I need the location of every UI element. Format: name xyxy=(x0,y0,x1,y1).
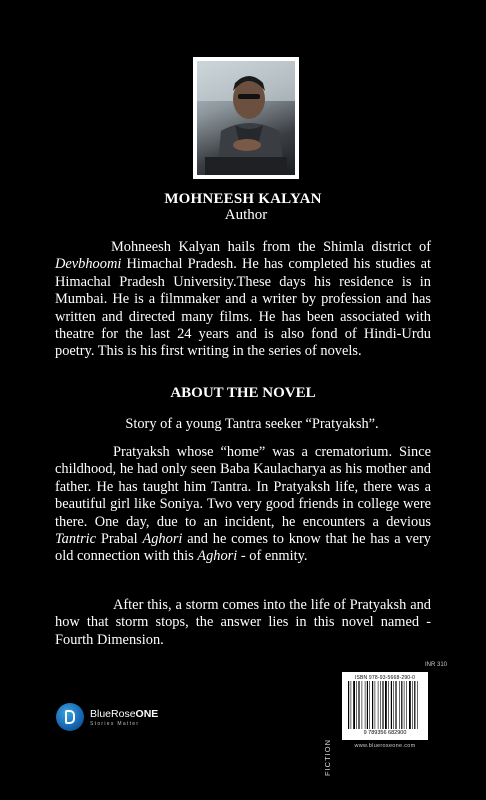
p1-text-a: Pratyaksh whose “home” was a crematorium. Since childhood, he had only seen Baba Kaulacharya as his mother and father. He has taught him Tantra. In Pratyaksh life, there was a beautiful girl like Soniya. Two very good friends in college were there. One day, due to an incident, he encounters a devious xyxy=(55,444,431,530)
bluerose-logo-icon xyxy=(56,703,84,731)
barcode-bar xyxy=(378,681,379,729)
barcode-bar xyxy=(412,681,413,729)
barcode-bar xyxy=(404,681,405,729)
publisher-name-part1: BlueRose xyxy=(90,708,136,720)
publisher-logo xyxy=(56,703,196,737)
barcode-bar xyxy=(367,681,368,729)
bio-text-1: Mohneesh Kalyan hails from the Shimla district of xyxy=(111,239,431,255)
barcode-bar xyxy=(369,681,370,729)
barcode-bar xyxy=(380,681,381,729)
barcode-bar xyxy=(414,681,415,729)
barcode-bar xyxy=(409,681,411,729)
barcode-digits: 9 789356 682900 xyxy=(363,730,407,736)
barcode-bar xyxy=(401,681,402,729)
barcode-bar xyxy=(395,681,396,729)
barcode-bar xyxy=(358,681,359,729)
p1-text-c: and he comes to know that he has a very old connection with this xyxy=(55,531,432,565)
author-photo-illustration xyxy=(197,61,295,175)
barcode-bar xyxy=(391,681,392,729)
p1-tantric: Tantric xyxy=(55,531,97,548)
author-name: MOHNEESH KALYAN xyxy=(164,191,322,207)
barcode-bar xyxy=(353,681,355,729)
barcode-bar xyxy=(399,681,400,729)
barcode-bar xyxy=(388,681,389,729)
barcode-bar xyxy=(351,681,352,729)
barcode-bar xyxy=(417,681,418,729)
genre-label: FICTION xyxy=(323,739,332,776)
barcode-bar xyxy=(356,681,357,729)
barcode-bar xyxy=(406,681,407,729)
barcode-bar xyxy=(372,681,373,729)
publisher-name xyxy=(90,708,158,720)
author-bio xyxy=(55,239,431,361)
p1-text-d: - of enmity. xyxy=(237,548,308,565)
barcode-bar xyxy=(393,681,394,729)
section-title: ABOUT THE NOVEL xyxy=(170,385,316,401)
logo-letter-b xyxy=(65,710,75,724)
bio-place: Devbhoomi xyxy=(55,256,122,273)
isbn-text: ISBN 978-93-5668-290-0 xyxy=(354,675,416,681)
p1-aghori-2: Aghori xyxy=(197,548,238,565)
barcode-bar xyxy=(365,681,366,729)
p2-text: After this, a storm comes into the life of Pratyaksh and how that storm stops, the answer lies in this novel named - Fourth Dimension. xyxy=(55,597,431,648)
publisher-tagline: Stories Matter xyxy=(90,721,140,727)
story-tagline: Story of a young Tantra seeker “Pratyaksh”. xyxy=(125,416,379,432)
barcode-bars xyxy=(346,681,424,729)
barcode-bar xyxy=(375,681,376,729)
p1-aghori-1: Aghori xyxy=(142,531,183,548)
publisher-website: www.bluerosеone.com xyxy=(354,743,416,749)
novel-paragraph-1 xyxy=(55,444,431,566)
barcode-bar xyxy=(382,681,383,729)
author-photo xyxy=(197,61,295,175)
bio-text-2: Himachal Pradesh. He has completed his studies at Himachal Pradesh University.These days his residence is in Mumbai. He is a filmmaker and a writer by profession and has written and directed many films. He has been associated with theatre for the last 24 years and is also fond of Hindi-Urdu poetry. This is his first writing in the series of novels. xyxy=(55,256,431,360)
publisher-name-part2: ONE xyxy=(135,708,159,720)
barcode-bar xyxy=(348,681,349,729)
author-role: Author xyxy=(224,207,268,223)
author-photo-frame xyxy=(193,57,299,179)
price-label: INR 310 xyxy=(425,662,448,668)
novel-paragraph-2 xyxy=(55,597,431,649)
barcode xyxy=(342,672,428,740)
barcode-bar xyxy=(362,681,363,729)
barcode-bar xyxy=(385,681,387,729)
p1-text-b: Prabal xyxy=(96,531,143,548)
